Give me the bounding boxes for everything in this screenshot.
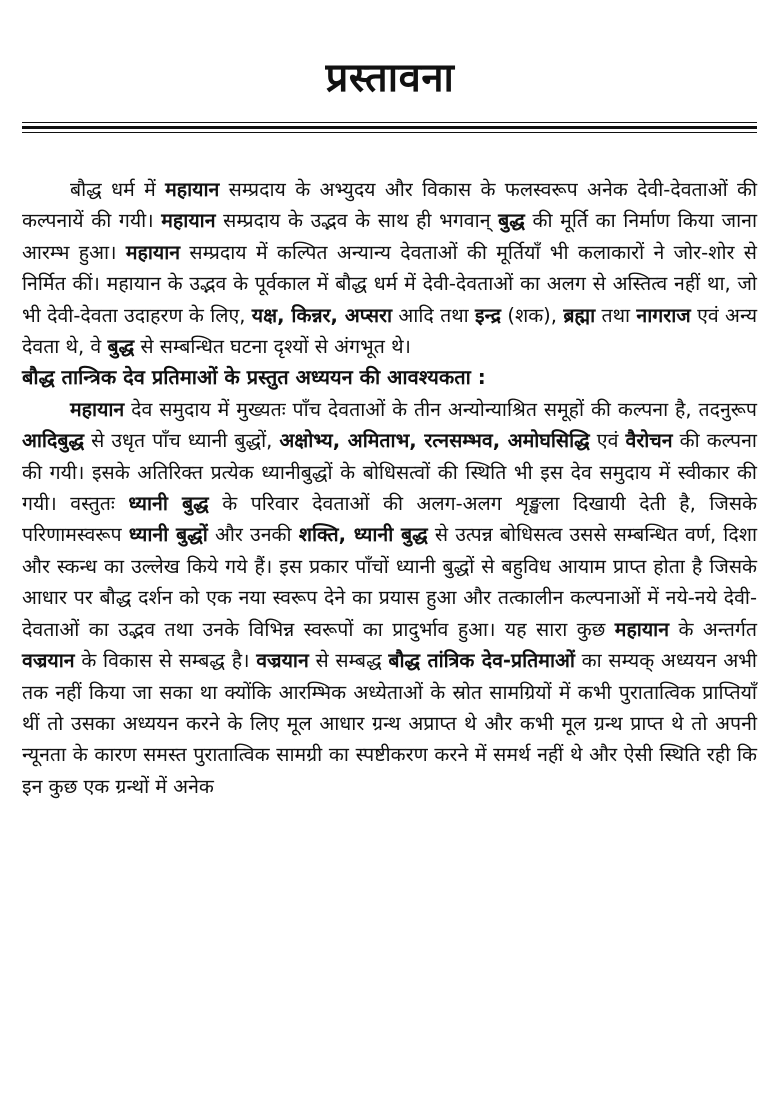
bold-term: आदिबुद्ध <box>22 429 85 453</box>
text-run: एवं <box>589 429 626 453</box>
title-rule-top <box>22 122 757 123</box>
bold-term: महायान <box>70 397 125 421</box>
bold-term: इन्द्र <box>475 303 502 327</box>
bold-term: बुद्ध <box>498 209 525 233</box>
text-run: के अन्तर्गत <box>669 617 757 641</box>
bold-term: अक्षोभ्य, अमिताभ, रत्नसम्भव, अमोघसिद्धि <box>279 429 590 453</box>
bold-term: शक्ति, ध्यानी बुद्ध <box>298 523 428 547</box>
text-run: एवं अन्य देवता थे, वे <box>22 303 758 359</box>
page-title: प्रस्तावना <box>325 55 455 101</box>
text-run: सम्प्रदाय के उद्भव के साथ ही भगवान् <box>215 209 499 233</box>
bold-term: ध्यानी बुद्धों <box>128 523 208 547</box>
bold-term: ब्रह्मा <box>563 303 596 327</box>
text-run: देव समुदाय में मुख्यतः पाँच देवताओं के तीन अन्योन्याश्रित समूहों की कल्पना है, तदनुरूप <box>124 397 757 421</box>
text-run: से सम्बद्ध <box>308 649 389 673</box>
body-text <box>22 174 757 802</box>
text-run: सम्प्रदाय में कल्पित अन्यान्य देवताओं की मूर्तियाँ भी कलाकारों ने जोर-शोर से निर्मित कीं। महायान के उद्भव के पूर्वकाल में बौद्ध धर्म में देवी-देवताओं का अलग से अस्तित्व नहीं था, जो भी देवी-देवता उदाहरण के लिए, <box>22 240 757 327</box>
text-run: की कल्पना की गयी। इसके अतिरिक्त प्रत्येक ध्यानीबुद्धों के बोधिसत्वों की स्थिति भी इस देव समुदाय में स्वीकार की गयी। वस्तुतः <box>22 429 757 516</box>
text-run: और उनकी <box>207 523 299 547</box>
paragraph-2 <box>22 394 757 802</box>
paragraph-1 <box>22 174 757 362</box>
bold-term: वैरोचन <box>625 429 673 453</box>
text-run: बौद्ध धर्म में <box>70 178 166 201</box>
text-run: (शक), <box>501 303 564 327</box>
bold-term: महायान <box>614 617 670 641</box>
text-run: से उत्पन्न बोधिसत्व उससे सम्बन्धित वर्ण, दिशा और स्कन्ध का उल्लेख किये गये हैं। इस प्रकार पाँचों ध्यानी बुद्धों से बहुविध आयाम प्राप्त होता है जिसके आधार पर बौद्ध दर्शन को एक नया स्वरूप देने का प्रयास हुआ और तत्कालीन कल्पनाओं में नये-नये देवी-देवताओं का उद्भव तथा उनके विभिन्न स्वरूपों का प्रादुर्भाव हुआ। यह सारा कुछ <box>22 523 758 641</box>
bold-term: महायान <box>161 209 216 233</box>
section-heading: बौद्ध तान्त्रिक देव प्रतिमाओं के प्रस्तुत अध्ययन की आवश्यकता : <box>22 365 486 390</box>
text-run: के विकास से सम्बद्ध है। <box>74 649 257 673</box>
bold-term: यक्ष, किन्नर, अप्सरा <box>251 303 393 327</box>
bold-term: ध्यानी बुद्ध <box>128 492 209 516</box>
bold-term: महायान <box>125 240 181 264</box>
bold-term: नागराज <box>636 303 691 327</box>
text-run: तथा <box>595 303 637 327</box>
title-rule-bottom <box>22 132 757 133</box>
bold-term: वज्रयान <box>22 649 75 673</box>
text-run: सम्प्रदाय के अभ्युदय और विकास के फलस्वरूप अनेक देवी-देवताओं की कल्पनायें की गयी। <box>22 178 757 233</box>
text-run: के परिवार देवताओं की अलग-अलग शृङ्खला दिखायी देती है, जिसके परिणामस्वरूप <box>22 492 757 547</box>
bold-term: बुद्ध <box>107 335 135 359</box>
text-run: का सम्यक् अध्ययन अभी तक नहीं किया जा सका था क्योंकि आरम्भिक अध्येताओं के स्रोत सामग्रियों में कभी पुरातात्विक प्राप्तियाँ थीं तो उसका अध्ययन करने के लिए मूल आधार ग्रन्थ अप्राप्त थे और कभी मूल ग्रन्थ प्राप्त थे तो अपनी न्यूनता के कारण समस्त पुरातात्विक सामग्री का स्पष्टीकरण करने में समर्थ नहीं थे और ऐसी स्थिति रही कि इन कुछ एक ग्रन्थों में अनेक <box>22 649 757 798</box>
text-run: आदि तथा <box>392 303 476 327</box>
text-run: से उधृत पाँच ध्यानी बुद्धों, <box>84 429 280 453</box>
text-run: की मूर्ति का निर्माण किया जाना आरम्भ हुआ। <box>22 209 758 264</box>
text-run: से सम्बन्धित घटना दृश्यों से अंगभूत थे। <box>134 335 411 359</box>
bold-term: वज्रयान <box>256 649 309 673</box>
bold-term: बौद्ध तांत्रिक देव-प्रतिमाओं <box>388 649 575 673</box>
title-rule-middle <box>22 126 757 129</box>
bold-term: महायान <box>165 178 220 201</box>
